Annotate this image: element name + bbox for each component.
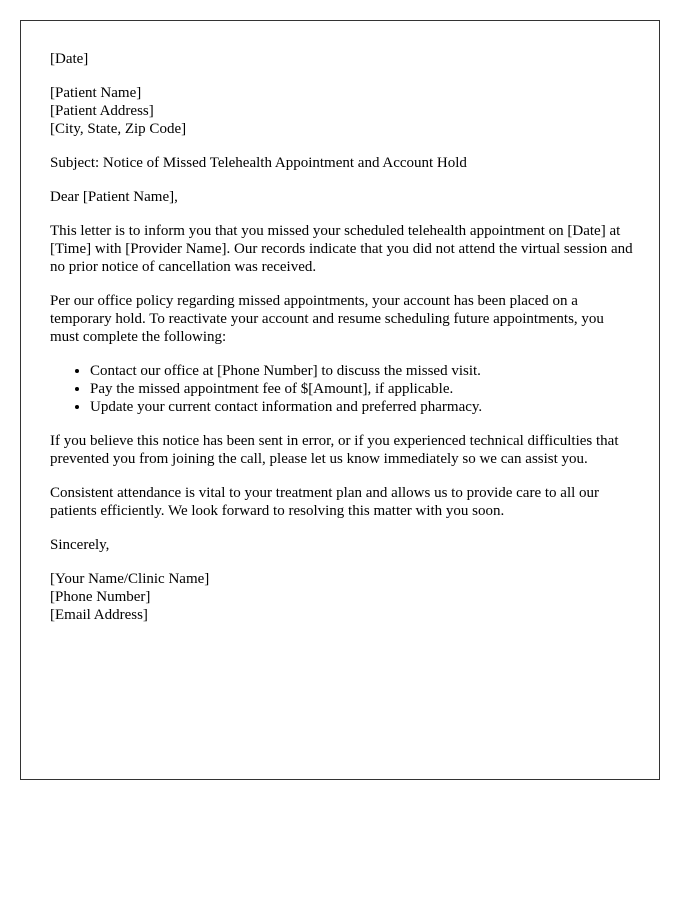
letter-body (50, 50, 635, 640)
list-item-pay-fee: • Pay the missed appointment fee of $[Amount], if applicable. (90, 380, 635, 398)
list-item-contact-office: • Contact our office at [Phone Number] to discuss the missed visit. (90, 362, 635, 380)
recipient-name: [Patient Name] (50, 85, 142, 101)
recipient-city-state-zip: [City, State, Zip Code] (50, 121, 187, 137)
recipient-address-block (50, 84, 635, 138)
sender-phone: [Phone Number] (50, 589, 151, 605)
requirements-list (50, 362, 635, 416)
list-item-update-info: • Update your current contact information and preferred pharmacy. (90, 398, 635, 416)
sender-signature-block (50, 570, 635, 624)
letter-signoff: Sincerely, (50, 537, 110, 553)
sender-name: [Your Name/Clinic Name] (50, 571, 210, 587)
letter-subject: Subject: Notice of Missed Telehealth Appointment and Account Hold (50, 155, 467, 171)
body-paragraph-account-hold: Per our office policy regarding missed appointments, your account has been placed on a temporary hold. To reactivate your account and resume scheduling future appointments, you must complete the following: (50, 293, 604, 345)
letter-page (20, 20, 660, 780)
sender-email: [Email Address] (50, 607, 148, 623)
body-paragraph-missed-appointment: This letter is to inform you that you missed your scheduled telehealth appointment on [Date] at [Time] with [Provider Name]. Our records indicate that you did not attend the virtual session and no prior notice of cancellation was received. (50, 223, 633, 275)
body-paragraph-error-notice: If you believe this notice has been sent in error, or if you experienced technical difficulties that prevented you from joining the call, please let us know immediately so we can assist you. (50, 433, 619, 467)
letter-salutation: Dear [Patient Name], (50, 189, 178, 205)
body-paragraph-attendance: Consistent attendance is vital to your treatment plan and allows us to provide care to all our patients efficiently. We look forward to resolving this matter with you soon. (50, 485, 600, 519)
recipient-address: [Patient Address] (50, 103, 154, 119)
letter-date: [Date] (50, 51, 89, 67)
